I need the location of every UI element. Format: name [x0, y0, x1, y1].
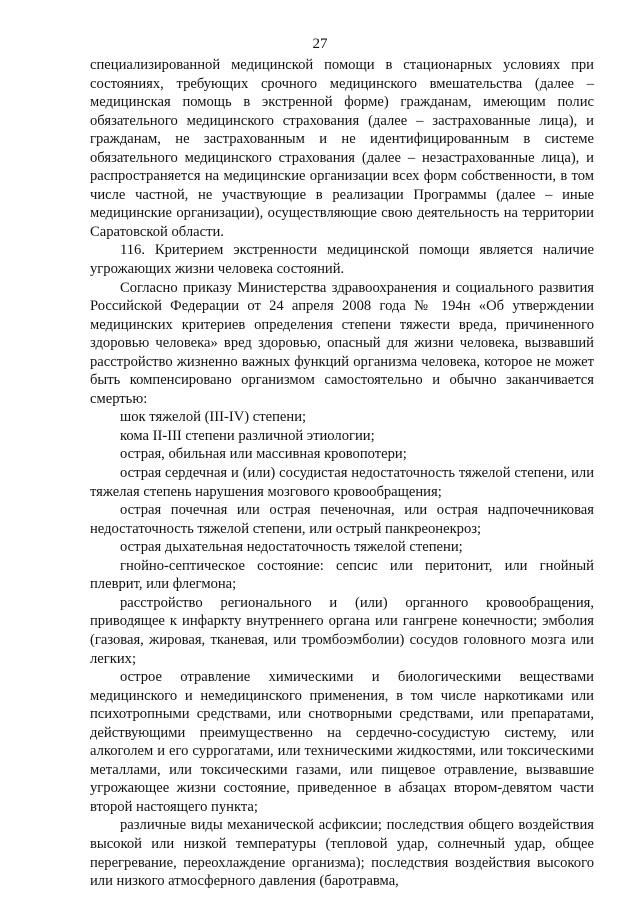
page-number: 27 [312, 36, 328, 52]
paragraph: острое отравление химическими и биологическими веществами медицинского и немедицинского применения, в том числе наркотиками или психотропными средствами, или снотворными средствами, или препаратами, действующими преимущественно на сердечно-сосудистую систему, или алкоголем и его суррогатами, или техническими жидкостями, или токсическими металлами, или токсическими газами, или пищевое отравление, вызвавшие угрожающее жизни состояние, приведенное в абзацах втором-девятом части второй настоящего пункта; [90, 669, 594, 815]
paragraph: шок тяжелой (III-IV) степени; [120, 409, 307, 426]
paragraph: кома II-III степени различной этиологии; [120, 427, 375, 444]
paragraph: расстройство регионального и (или) органного кровообращения, приводящее к инфаркту внутреннего органа или гангрене конечности; эмболия (газовая, жировая, тканевая, или тромбоэмболии) сосудов головного мозга или легких; [90, 594, 594, 667]
paragraph: острая почечная или острая печеночная, или острая надпочечниковая недостаточность тяжелой степени, или острый панкреонекроз; [90, 502, 594, 537]
paragraph: острая сердечная и (или) сосудистая недостаточность тяжелой степени, или тяжелая степень нарушения мозгового кровообращения; [90, 465, 594, 500]
paragraph: острая, обильная или массивная кровопотери; [120, 446, 407, 463]
paragraph: гнойно-септическое состояние: сепсис или перитонит, или гнойный плеврит, или флегмона; [90, 557, 594, 593]
paragraph: различные виды механической асфиксии; последствия общего воздействия высокой или низкой температуры (тепловой удар, солнечный удар, общее перегревание, переохлаждение организма); последствия воздействия высокого или низкого атмосферного давления (баротравма, [90, 817, 594, 890]
paragraph: 116. Критерием экстренности медицинской помощи является наличие угрожающих жизни человека состояний. [90, 242, 594, 278]
body-text [90, 56, 594, 891]
paragraph: Согласно приказу Министерства здравоохранения и социального развития Российской Федерации от 24 апреля 2008 года № 194н «Об утверждении медицинских критериев определения степени тяжести вреда, причиненного здоровью человека» вред здоровью, опасный для жизни человека, вызвавший расстройство жизненно важных функций организма человека, которое не может быть компенсировано организмом самостоятельно и обычно заканчивается смертью: [90, 279, 594, 407]
paragraph: острая дыхательная недостаточность тяжелой степени; [120, 539, 463, 556]
paragraph: специализированной медицинской помощи в стационарных условиях при состояниях, требующих срочного медицинского вмешательства (далее – медицинская помощь в экстренной форме) гражданам, имеющим полис обязательного медицинского страхования (далее – застрахованные лица), и гражданам, не застрахованным и не идентифицированным в системе обязательного медицинского страхования (далее – незастрахованные лица), и распространяется на медицинские организации всех форм собственности, в том числе частной, не участвующие в реализации Программы (далее – иные медицинские организации), осуществляющие свою деятельность на территории Саратовской области. [90, 57, 594, 240]
